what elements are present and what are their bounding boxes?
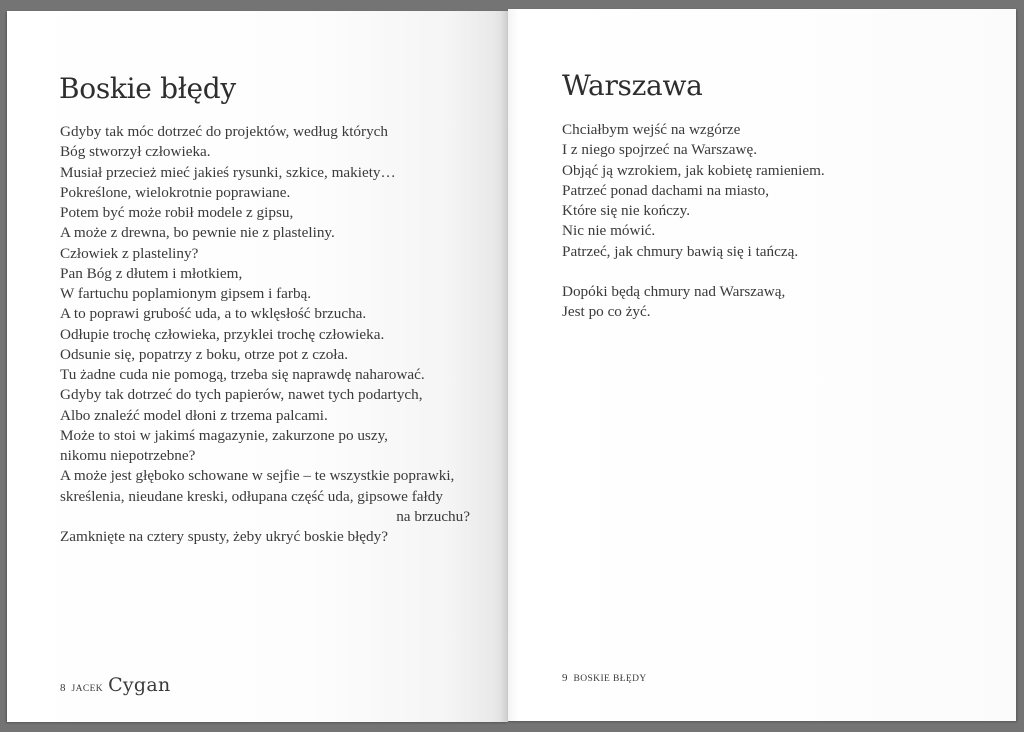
poem-line: A może z drewna, bo pewnie nie z plasteliny. [60,224,335,242]
poem-body [60,122,470,547]
poem-line: Odsunie się, popatrzy z boku, otrze pot z czoła. [60,345,349,363]
left-page [7,11,508,722]
poem-line: Nic nie mówić. [562,222,656,240]
poem-line: Dopóki będą chmury nad Warszawą, [562,283,786,300]
poem-line: Chciałbym wejść na wzgórze [562,121,741,138]
poem-line: Musiał przecież mieć jakieś rysunki, szkice, makiety… [60,163,396,181]
poem-line: Odłupie trochę człowieka, przyklei trochę człowieka. [60,325,385,343]
poem-body [562,120,962,323]
page-number: 8 [60,682,66,694]
poem-title: Boskie błędy [59,72,236,105]
running-book-title: BOSKIE BŁĘDY [573,674,647,684]
page-number: 9 [562,672,568,684]
author-first-name: JACEK [71,684,104,694]
page-footer [60,674,171,696]
poem-line: I z niego spojrzeć na Warszawę. [562,141,757,159]
poem-line: skreślenia, nieudane kreski, odłupana część uda, gipsowe fałdy [60,487,443,505]
poem-line: Jest po co żyć. [562,303,651,321]
poem-line: na brzuchu? [396,507,470,525]
poem-line: Objąć ją wzrokiem, jak kobietę ramieniem. [562,161,825,179]
stanza-break [562,262,962,282]
poem-line: Pan Bóg z dłutem i młotkiem, [60,264,243,282]
page-footer [562,672,647,684]
poem-line: nikomu niepotrzebne? [60,447,196,464]
poem-line: Które się nie kończy. [562,202,691,219]
poem-title: Warszawa [562,69,703,102]
open-book [7,9,1016,722]
poem-line: Bóg stworzył człowieka. [60,143,211,161]
poem-line: Potem być może robił modele z gipsu, [60,204,294,221]
poem-line: Patrzeć ponad dachami na miasto, [562,181,770,199]
poem-line: Tu żadne cuda nie pomogą, trzeba się naprawdę naharować. [60,366,425,383]
poem-line: A to poprawi grubość uda, a to wklęsłość brzucha. [60,305,367,323]
poem-line: Albo znaleźć model dłoni z trzema palcami. [60,406,328,424]
poem-line: Pokreślone, wielokrotnie poprawiane. [60,183,291,201]
poem-line: Patrzeć, jak chmury bawią się i tańczą. [562,242,799,260]
author-last-name: Cygan [108,674,171,696]
poem-line: Może to stoi w jakimś magazynie, zakurzone po uszy, [60,426,388,444]
poem-line: W fartuchu poplamionym gipsem i farbą. [60,285,312,302]
right-page [508,9,1016,721]
poem-line: Człowiek z plasteliny? [60,244,199,262]
poem-line: Gdyby tak dotrzeć do tych papierów, nawet tych podartych, [60,386,423,404]
poem-line: Zamknięte na cztery spusty, żeby ukryć boskie błędy? [60,528,388,545]
poem-line: Gdyby tak móc dotrzeć do projektów, według których [60,123,388,140]
poem-line: A może jest głęboko schowane w sejfie – te wszystkie poprawki, [60,467,455,485]
